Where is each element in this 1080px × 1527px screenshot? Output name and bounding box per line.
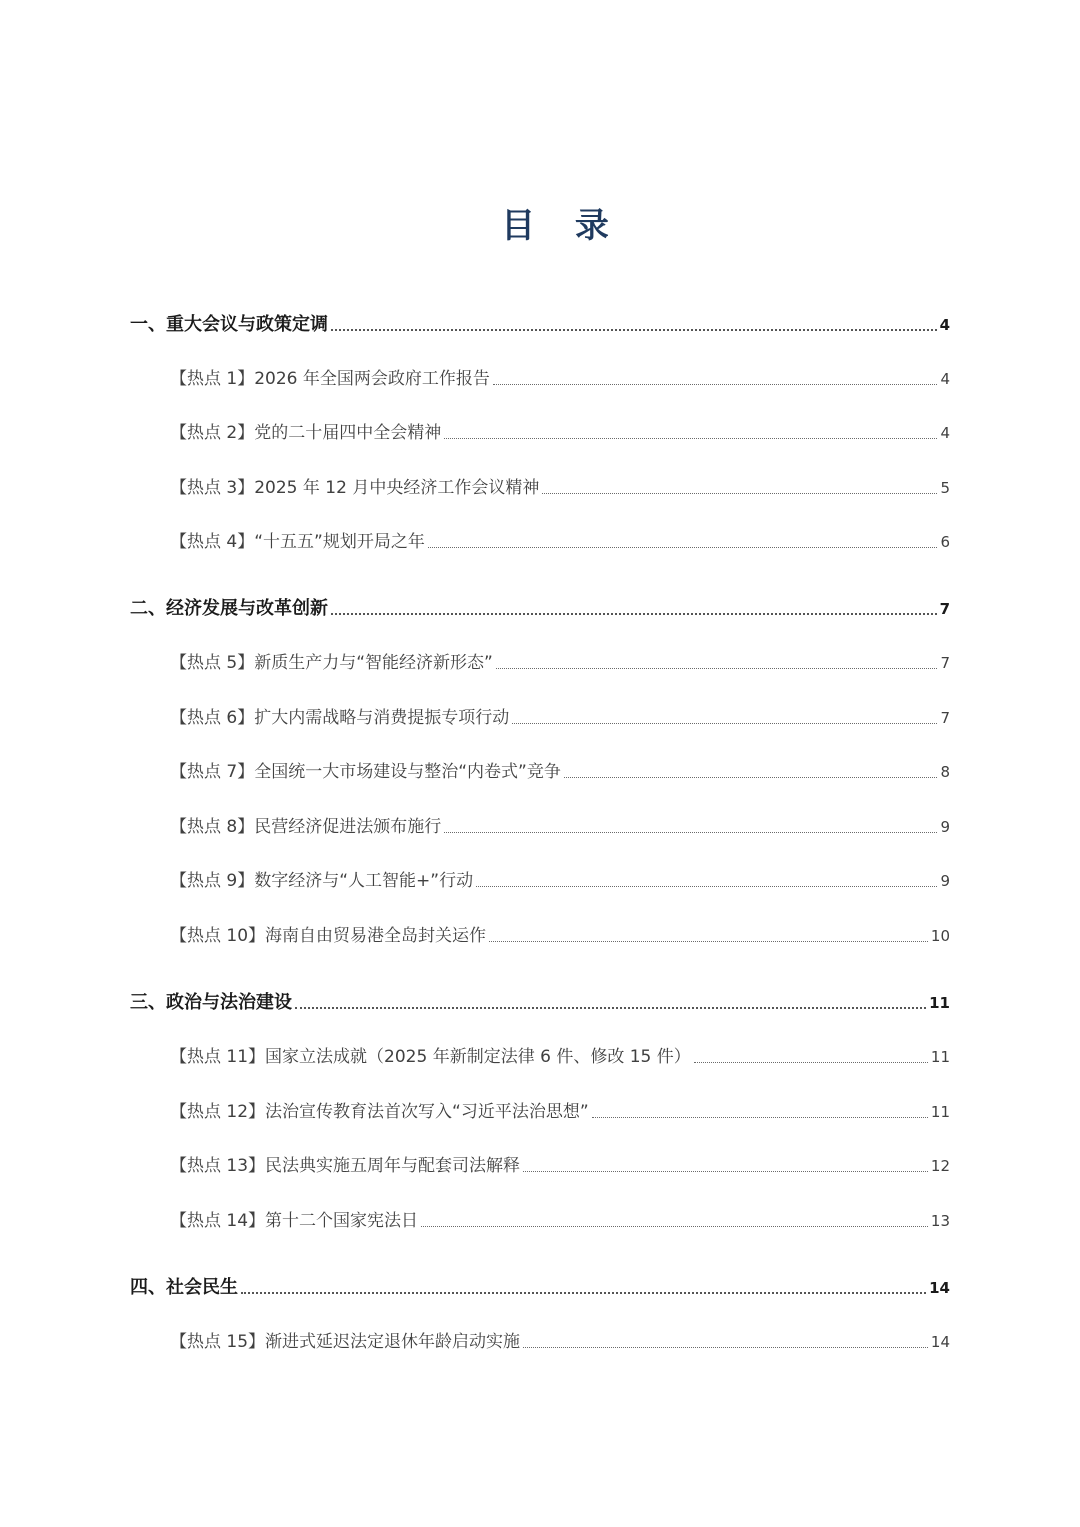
toc-item-hot-12[interactable] [170,1092,950,1124]
toc-page-number: 4 [939,316,950,334]
toc-item-hot-14[interactable] [170,1201,950,1233]
toc-page-number: 4 [940,424,950,442]
toc-page-number: 10 [930,927,950,945]
dot-leader [489,941,928,942]
toc-item-label: 【热点 1】2026 年全国两会政府工作报告 [170,369,490,389]
toc-item-hot-3[interactable] [170,468,950,500]
toc-item-label: 【热点 13】民法典实施五周年与配套司法解释 [170,1156,521,1176]
toc-section-label: 一、重大会议与政策定调 [130,314,328,335]
toc-item-hot-15[interactable] [170,1322,950,1354]
toc-section-1[interactable] [130,305,950,337]
dot-leader [421,1226,928,1227]
toc-section-4[interactable] [130,1268,950,1300]
toc-item-label: 【热点 12】法治宣传教育法首次写入“习近平法治思想” [170,1102,589,1122]
dot-leader [592,1117,928,1118]
toc-section-label: 三、政治与法治建设 [130,992,292,1013]
dot-leader [564,777,938,778]
toc-section-label: 四、社会民生 [130,1277,238,1298]
toc-item-label: 【热点 3】2025 年 12 月中央经济工作会议精神 [170,478,540,498]
toc-item-hot-6[interactable] [170,698,950,730]
toc-page-number: 14 [929,1279,950,1297]
dot-leader [476,886,937,887]
toc-item-hot-5[interactable] [170,643,950,675]
toc-page-number: 11 [929,994,950,1012]
toc-page-number: 7 [939,600,950,618]
toc-item-hot-13[interactable] [170,1146,950,1178]
toc-page-number: 8 [940,763,950,781]
dot-leader [694,1062,928,1063]
toc-item-hot-8[interactable] [170,807,950,839]
dot-leader [523,1171,928,1172]
toc-item-hot-9[interactable] [170,861,950,893]
toc-item-label: 【热点 14】第十二个国家宪法日 [170,1211,419,1231]
toc-page-number: 13 [930,1212,950,1230]
toc-page-number: 7 [940,654,950,672]
toc-page-number: 4 [940,370,950,388]
dot-leader [523,1347,928,1348]
toc-section-3[interactable] [130,983,950,1015]
dot-leader [295,1007,926,1009]
toc-item-label: 【热点 10】海南自由贸易港全岛封关运作 [170,926,487,946]
toc-item-label: 【热点 11】国家立法成就（2025 年新制定法律 6 件、修改 15 件） [170,1047,691,1067]
dot-leader [331,329,937,331]
toc-item-label: 【热点 15】渐进式延迟法定退休年龄启动实施 [170,1332,521,1352]
page-title: 目 录 [501,206,623,246]
toc-item-hot-11[interactable] [170,1037,950,1069]
toc-item-label: 【热点 8】民营经济促进法颁布施行 [170,817,442,837]
toc-page-number: 5 [940,479,950,497]
toc-item-hot-1[interactable] [170,359,950,391]
toc-page-number: 12 [930,1157,950,1175]
toc-section-2[interactable] [130,589,950,621]
toc-item-hot-2[interactable] [170,413,950,445]
toc-item-hot-4[interactable] [170,522,950,554]
toc-page-number: 9 [940,818,950,836]
toc-item-hot-10[interactable] [170,916,950,948]
toc-page-number: 11 [930,1103,950,1121]
toc-item-label: 【热点 4】“十五五”规划开局之年 [170,532,425,552]
dot-leader [241,1292,926,1294]
dot-leader [493,384,938,385]
toc-page-number: 9 [940,872,950,890]
toc-item-label: 【热点 5】新质生产力与“智能经济新形态” [170,653,493,673]
dot-leader [496,668,938,669]
toc-item-label: 【热点 6】扩大内需战略与消费提振专项行动 [170,708,510,728]
toc-section-label: 二、经济发展与改革创新 [130,598,328,619]
toc-item-hot-7[interactable] [170,752,950,784]
toc-page-number: 6 [940,533,950,551]
dot-leader [542,493,937,494]
toc-page-number: 7 [940,709,950,727]
toc-item-label: 【热点 9】数字经济与“人工智能+”行动 [170,871,474,891]
dot-leader [444,438,937,439]
toc-page-number: 14 [930,1333,950,1351]
toc-page-number: 11 [930,1048,950,1066]
dot-leader [444,832,937,833]
toc-item-label: 【热点 7】全国统一大市场建设与整治“内卷式”竞争 [170,762,561,782]
dot-leader [512,723,937,724]
dot-leader [331,613,937,615]
toc-item-label: 【热点 2】党的二十届四中全会精神 [170,423,442,443]
dot-leader [428,547,938,548]
